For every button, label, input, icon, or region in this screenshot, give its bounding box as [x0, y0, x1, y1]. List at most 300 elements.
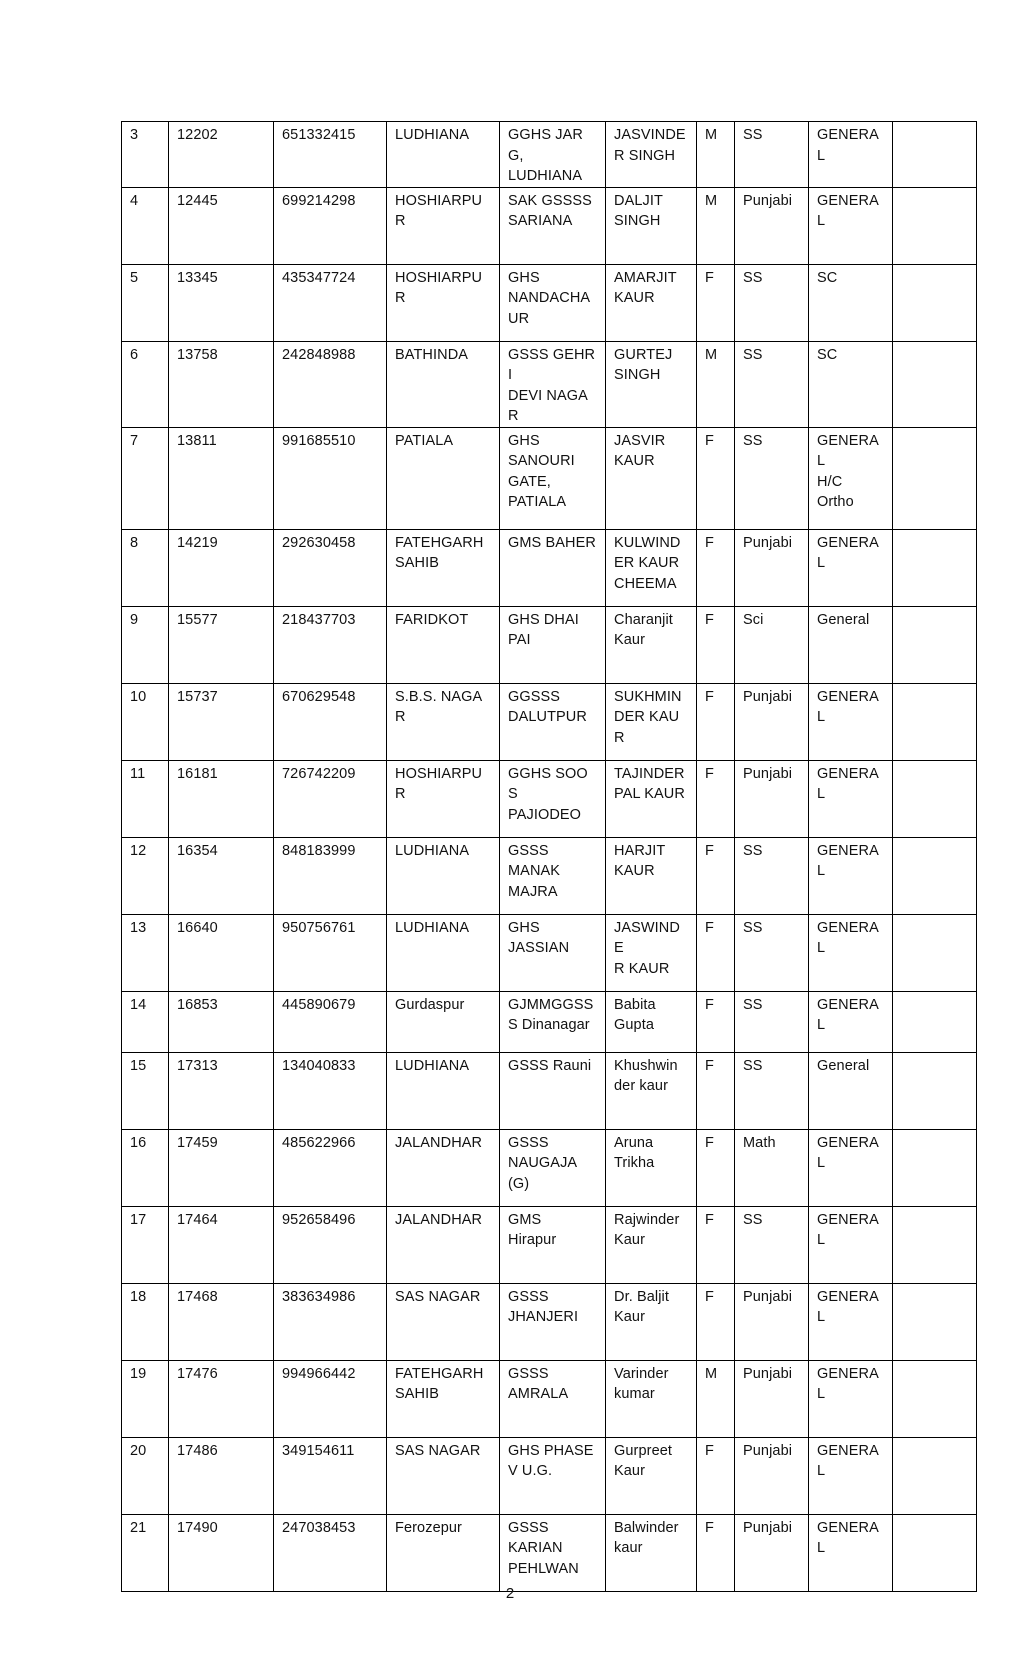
cell-serial-number	[122, 991, 169, 1052]
cell-gender-text: F	[705, 611, 714, 628]
cell-name-text: DALJIT SINGH	[614, 192, 663, 229]
cell-subject-text: SS	[743, 919, 763, 936]
cell-serial-number-text: 20	[130, 1442, 147, 1459]
cell-serial-number	[122, 1129, 169, 1206]
cell-subject	[735, 837, 809, 914]
cell-subject	[735, 341, 809, 427]
cell-subject-text: SS	[743, 1211, 763, 1228]
cell-district-text: FATEHGARH SAHIB	[395, 534, 484, 571]
cell-school-text: GHS SANOURI GATE, PATIALA	[508, 432, 575, 510]
cell-name-text: SUKHMIN DER KAUR	[614, 688, 682, 746]
cell-category	[809, 1052, 893, 1129]
cell-id-text: 17464	[177, 1211, 218, 1228]
cell-name	[606, 1283, 697, 1360]
cell-category-text: General	[817, 611, 870, 628]
cell-subject-text: SS	[743, 127, 763, 143]
cell-serial-number-text: 3	[130, 127, 139, 143]
cell-id	[169, 341, 274, 427]
cell-serial-number-text: 17	[130, 1211, 147, 1228]
cell-name	[606, 914, 697, 991]
cell-id	[169, 606, 274, 683]
cell-school-text: GJMMGGSS S Dinanagar	[508, 996, 594, 1033]
cell-id	[169, 1514, 274, 1591]
cell-category	[809, 837, 893, 914]
cell-gender	[697, 341, 735, 427]
cell-district-text: Ferozepur	[395, 1519, 462, 1536]
cell-code	[274, 760, 387, 837]
cell-school-text: GMS BAHER	[508, 534, 596, 551]
cell-remarks	[893, 529, 977, 606]
cell-school-text: GSSS Rauni	[508, 1057, 592, 1074]
cell-school-text: SAK GSSSS SARIANA	[508, 192, 592, 229]
cell-gender-text: M	[705, 346, 718, 363]
cell-category-text: GENERAL	[817, 688, 879, 725]
cell-school-text: GSSS NAUGAJA (G)	[508, 1134, 578, 1192]
cell-school	[500, 914, 606, 991]
cell-serial-number-text: 12	[130, 842, 147, 859]
cell-id-text: 13758	[177, 346, 218, 363]
table-row	[122, 341, 977, 427]
cell-id	[169, 122, 274, 188]
cell-district-text: LUDHIANA	[395, 842, 470, 859]
cell-category-text: GENERAL	[817, 127, 879, 164]
cell-gender	[697, 991, 735, 1052]
cell-category	[809, 341, 893, 427]
cell-gender	[697, 1129, 735, 1206]
cell-id-text: 17490	[177, 1519, 218, 1536]
cell-district	[387, 1360, 500, 1437]
cell-code	[274, 606, 387, 683]
cell-school	[500, 1360, 606, 1437]
cell-category	[809, 1129, 893, 1206]
cell-serial-number-text: 21	[130, 1519, 147, 1536]
cell-code	[274, 991, 387, 1052]
cell-category-text: GENERAL	[817, 1211, 879, 1248]
records-table	[121, 121, 977, 1592]
cell-district	[387, 122, 500, 188]
cell-district	[387, 529, 500, 606]
cell-subject	[735, 187, 809, 264]
cell-subject	[735, 264, 809, 341]
cell-category	[809, 914, 893, 991]
cell-district-text: PATIALA	[395, 432, 454, 449]
table-row	[122, 991, 977, 1052]
cell-gender-text: F	[705, 996, 714, 1013]
cell-name-text: Aruna Trikha	[614, 1134, 655, 1171]
cell-district	[387, 760, 500, 837]
cell-category-text: GENERAL	[817, 534, 879, 571]
cell-serial-number	[122, 1052, 169, 1129]
cell-code	[274, 683, 387, 760]
cell-id-text: 13811	[177, 432, 217, 449]
cell-serial-number-text: 6	[130, 346, 139, 363]
cell-name	[606, 1206, 697, 1283]
cell-code-text: 242848988	[282, 346, 356, 363]
cell-name	[606, 1514, 697, 1591]
cell-district-text: BATHINDA	[395, 346, 469, 363]
table-row	[122, 1283, 977, 1360]
cell-category-text: GENERAL	[817, 842, 879, 879]
table-row	[122, 529, 977, 606]
cell-name	[606, 1360, 697, 1437]
cell-district	[387, 1283, 500, 1360]
cell-code	[274, 1052, 387, 1129]
cell-id-text: 17468	[177, 1288, 218, 1305]
cell-category	[809, 606, 893, 683]
cell-district-text: SAS NAGAR	[395, 1442, 481, 1459]
cell-gender-text: F	[705, 432, 714, 449]
cell-gender	[697, 760, 735, 837]
cell-serial-number-text: 14	[130, 996, 147, 1013]
cell-name-text: AMARJIT KAUR	[614, 269, 677, 306]
cell-id-text: 17459	[177, 1134, 218, 1151]
cell-school	[500, 529, 606, 606]
cell-subject-text: Sci	[743, 611, 764, 628]
table-row	[122, 760, 977, 837]
cell-school-text: GMS Hirapur	[508, 1211, 557, 1248]
cell-code	[274, 1206, 387, 1283]
cell-subject-text: Punjabi	[743, 1519, 793, 1536]
cell-school-text: GHS DHAI PAI	[508, 611, 579, 648]
cell-remarks	[893, 341, 977, 427]
cell-category	[809, 187, 893, 264]
cell-subject	[735, 991, 809, 1052]
cell-serial-number	[122, 264, 169, 341]
cell-district	[387, 187, 500, 264]
cell-category	[809, 760, 893, 837]
cell-code	[274, 1514, 387, 1591]
cell-name-text: Balwinder kaur	[614, 1519, 679, 1556]
cell-code	[274, 341, 387, 427]
cell-code-text: 991685510	[282, 432, 356, 449]
cell-remarks	[893, 1283, 977, 1360]
cell-serial-number	[122, 1514, 169, 1591]
cell-id	[169, 1206, 274, 1283]
cell-serial-number	[122, 341, 169, 427]
cell-id	[169, 1437, 274, 1514]
cell-code-text: 435347724	[282, 269, 356, 286]
cell-gender	[697, 1514, 735, 1591]
table-body	[122, 122, 977, 1592]
cell-gender	[697, 187, 735, 264]
cell-name	[606, 991, 697, 1052]
cell-district	[387, 991, 500, 1052]
cell-gender-text: F	[705, 765, 714, 782]
cell-id	[169, 1283, 274, 1360]
cell-remarks	[893, 1360, 977, 1437]
cell-id	[169, 1052, 274, 1129]
cell-serial-number	[122, 122, 169, 188]
cell-code-text: 952658496	[282, 1211, 356, 1228]
cell-gender-text: M	[705, 127, 718, 143]
cell-id-text: 15737	[177, 688, 218, 705]
cell-id	[169, 187, 274, 264]
cell-school-text: GSSS KARIAN PEHLWAN	[508, 1519, 579, 1577]
cell-name	[606, 122, 697, 188]
cell-district-text: JALANDHAR	[395, 1211, 483, 1228]
cell-id	[169, 1360, 274, 1437]
cell-serial-number	[122, 606, 169, 683]
cell-name	[606, 187, 697, 264]
cell-subject	[735, 1052, 809, 1129]
cell-remarks	[893, 606, 977, 683]
cell-school-text: GSSS JHANJERI	[508, 1288, 579, 1325]
cell-gender	[697, 606, 735, 683]
cell-gender-text: M	[705, 1365, 718, 1382]
cell-remarks	[893, 264, 977, 341]
cell-subject-text: SS	[743, 346, 763, 363]
cell-code	[274, 264, 387, 341]
cell-school	[500, 1514, 606, 1591]
cell-name-text: Varinder kumar	[614, 1365, 669, 1402]
cell-name-text: Khushwin der kaur	[614, 1057, 678, 1094]
page-number: 2	[505, 1585, 515, 1602]
cell-category	[809, 427, 893, 529]
cell-gender	[697, 914, 735, 991]
cell-serial-number	[122, 760, 169, 837]
cell-district-text: LUDHIANA	[395, 919, 470, 936]
cell-id	[169, 837, 274, 914]
cell-gender-text: F	[705, 1057, 714, 1074]
cell-remarks	[893, 683, 977, 760]
cell-id	[169, 991, 274, 1052]
table-row	[122, 1052, 977, 1129]
cell-id-text: 14219	[177, 534, 218, 551]
cell-serial-number-text: 16	[130, 1134, 147, 1151]
cell-subject	[735, 427, 809, 529]
cell-name-text: Babita Gupta	[614, 996, 656, 1033]
cell-serial-number-text: 10	[130, 688, 147, 705]
cell-school-text: GGSSS DALUTPUR	[508, 688, 587, 725]
cell-school	[500, 341, 606, 427]
cell-serial-number	[122, 427, 169, 529]
cell-name-text: JASWINDE R KAUR	[614, 919, 680, 977]
cell-school-text: GGHS SOOS PAJIODEO	[508, 765, 588, 823]
cell-serial-number-text: 8	[130, 534, 139, 551]
cell-subject	[735, 1206, 809, 1283]
cell-gender	[697, 683, 735, 760]
cell-gender	[697, 1360, 735, 1437]
cell-code	[274, 914, 387, 991]
cell-school	[500, 122, 606, 188]
cell-school	[500, 1129, 606, 1206]
table-row	[122, 1437, 977, 1514]
cell-name	[606, 683, 697, 760]
cell-id-text: 12202	[177, 127, 218, 143]
cell-id-text: 13345	[177, 269, 218, 286]
cell-name-text: GURTEJ SINGH	[614, 346, 673, 383]
cell-id-text: 16181	[177, 765, 218, 782]
cell-school	[500, 991, 606, 1052]
cell-school	[500, 1437, 606, 1514]
table-row	[122, 837, 977, 914]
cell-district	[387, 427, 500, 529]
table-row	[122, 187, 977, 264]
cell-remarks	[893, 837, 977, 914]
cell-name	[606, 341, 697, 427]
cell-district-text: HOSHIARPUR	[395, 765, 483, 802]
cell-category-text: GENERAL	[817, 1134, 879, 1171]
cell-school-text: GHS PHASE V U.G.	[508, 1442, 594, 1479]
cell-code-text: 651332415	[282, 127, 356, 143]
cell-code-text: 247038453	[282, 1519, 356, 1536]
cell-district	[387, 1514, 500, 1591]
cell-name-text: Dr. Baljit Kaur	[614, 1288, 669, 1325]
cell-category-text: GENERAL	[817, 192, 879, 229]
cell-name	[606, 837, 697, 914]
cell-category	[809, 1514, 893, 1591]
cell-gender-text: F	[705, 919, 714, 936]
table-row	[122, 914, 977, 991]
cell-id-text: 15577	[177, 611, 218, 628]
cell-subject	[735, 914, 809, 991]
cell-subject	[735, 1437, 809, 1514]
cell-category-text: GENERAL	[817, 1365, 879, 1402]
table-row	[122, 1360, 977, 1437]
cell-id-text: 17313	[177, 1057, 218, 1074]
cell-district	[387, 341, 500, 427]
table-row	[122, 122, 977, 188]
cell-subject	[735, 1514, 809, 1591]
cell-school	[500, 187, 606, 264]
cell-code	[274, 1283, 387, 1360]
cell-serial-number-text: 18	[130, 1288, 147, 1305]
cell-district-text: SAS NAGAR	[395, 1288, 481, 1305]
cell-code-text: 699214298	[282, 192, 356, 209]
cell-subject	[735, 1360, 809, 1437]
cell-gender-text: F	[705, 1519, 714, 1536]
cell-name	[606, 1052, 697, 1129]
cell-name-text: JASVINDE R SINGH	[614, 127, 686, 164]
cell-subject	[735, 122, 809, 188]
cell-serial-number-text: 11	[130, 765, 146, 782]
cell-subject	[735, 1283, 809, 1360]
cell-district-text: LUDHIANA	[395, 1057, 470, 1074]
cell-district	[387, 914, 500, 991]
cell-school	[500, 264, 606, 341]
cell-category-text: SC	[817, 346, 838, 363]
cell-subject-text: Punjabi	[743, 1442, 793, 1459]
cell-code-text: 445890679	[282, 996, 356, 1013]
cell-category-text: GENERAL	[817, 919, 879, 956]
cell-category-text: GENERAL	[817, 765, 879, 802]
cell-subject-text: Punjabi	[743, 765, 793, 782]
cell-name-text: HARJIT KAUR	[614, 842, 666, 879]
cell-category-text: GENERAL	[817, 1519, 879, 1556]
cell-subject-text: Punjabi	[743, 1288, 793, 1305]
cell-school	[500, 1206, 606, 1283]
cell-category	[809, 683, 893, 760]
cell-category	[809, 1360, 893, 1437]
cell-code-text: 950756761	[282, 919, 356, 936]
cell-gender-text: F	[705, 688, 714, 705]
cell-id	[169, 683, 274, 760]
cell-id-text: 17486	[177, 1442, 218, 1459]
cell-code-text: 134040833	[282, 1057, 356, 1074]
cell-id	[169, 760, 274, 837]
cell-id-text: 16354	[177, 842, 218, 859]
cell-name-text: KULWIND ER KAUR CHEEMA	[614, 534, 681, 592]
cell-category	[809, 122, 893, 188]
cell-school	[500, 760, 606, 837]
table-row	[122, 427, 977, 529]
cell-gender	[697, 122, 735, 188]
cell-category	[809, 264, 893, 341]
cell-serial-number	[122, 1206, 169, 1283]
cell-gender-text: F	[705, 1211, 714, 1228]
cell-district	[387, 1052, 500, 1129]
cell-district	[387, 1206, 500, 1283]
cell-gender-text: F	[705, 842, 714, 859]
cell-id	[169, 1129, 274, 1206]
cell-serial-number	[122, 1360, 169, 1437]
cell-code-text: 848183999	[282, 842, 356, 859]
cell-subject-text: Punjabi	[743, 534, 793, 551]
cell-school-text: GGHS JARG, LUDHIANA	[508, 127, 583, 184]
cell-gender	[697, 1283, 735, 1360]
cell-gender-text: F	[705, 1134, 714, 1151]
cell-subject-text: SS	[743, 842, 763, 859]
cell-remarks	[893, 1206, 977, 1283]
cell-school	[500, 683, 606, 760]
cell-remarks	[893, 760, 977, 837]
cell-name	[606, 264, 697, 341]
cell-name	[606, 427, 697, 529]
cell-district	[387, 1437, 500, 1514]
cell-subject-text: SS	[743, 432, 763, 449]
cell-gender-text: F	[705, 1442, 714, 1459]
cell-name	[606, 760, 697, 837]
cell-subject	[735, 683, 809, 760]
cell-school-text: GHS NANDACHA UR	[508, 269, 591, 327]
cell-subject-text: SS	[743, 1057, 763, 1074]
cell-subject-text: Punjabi	[743, 688, 793, 705]
cell-district-text: HOSHIARPUR	[395, 269, 483, 306]
cell-district	[387, 683, 500, 760]
cell-remarks	[893, 914, 977, 991]
cell-code-text: 218437703	[282, 611, 356, 628]
cell-name-text: TAJINDER PAL KAUR	[614, 765, 685, 802]
cell-code	[274, 529, 387, 606]
cell-remarks	[893, 1052, 977, 1129]
cell-school	[500, 837, 606, 914]
cell-district-text: HOSHIARPUR	[395, 192, 483, 229]
cell-serial-number	[122, 683, 169, 760]
cell-subject-text: SS	[743, 269, 763, 286]
cell-gender	[697, 1052, 735, 1129]
cell-remarks	[893, 187, 977, 264]
cell-gender	[697, 529, 735, 606]
cell-district-text: S.B.S. NAGAR	[395, 688, 483, 725]
cell-serial-number-text: 7	[130, 432, 139, 449]
cell-name	[606, 529, 697, 606]
cell-subject	[735, 760, 809, 837]
cell-subject	[735, 606, 809, 683]
cell-subject-text: SS	[743, 996, 763, 1013]
cell-name-text: JASVIR KAUR	[614, 432, 666, 469]
cell-name-text: Rajwinder Kaur	[614, 1211, 680, 1248]
table-row	[122, 1206, 977, 1283]
cell-subject-text: Punjabi	[743, 192, 793, 209]
cell-code	[274, 837, 387, 914]
cell-category	[809, 1206, 893, 1283]
cell-serial-number-text: 5	[130, 269, 139, 286]
cell-name-text: Gurpreet Kaur	[614, 1442, 673, 1479]
cell-school	[500, 1283, 606, 1360]
cell-gender	[697, 837, 735, 914]
cell-district	[387, 1129, 500, 1206]
cell-category-text: GENERAL	[817, 1442, 879, 1479]
